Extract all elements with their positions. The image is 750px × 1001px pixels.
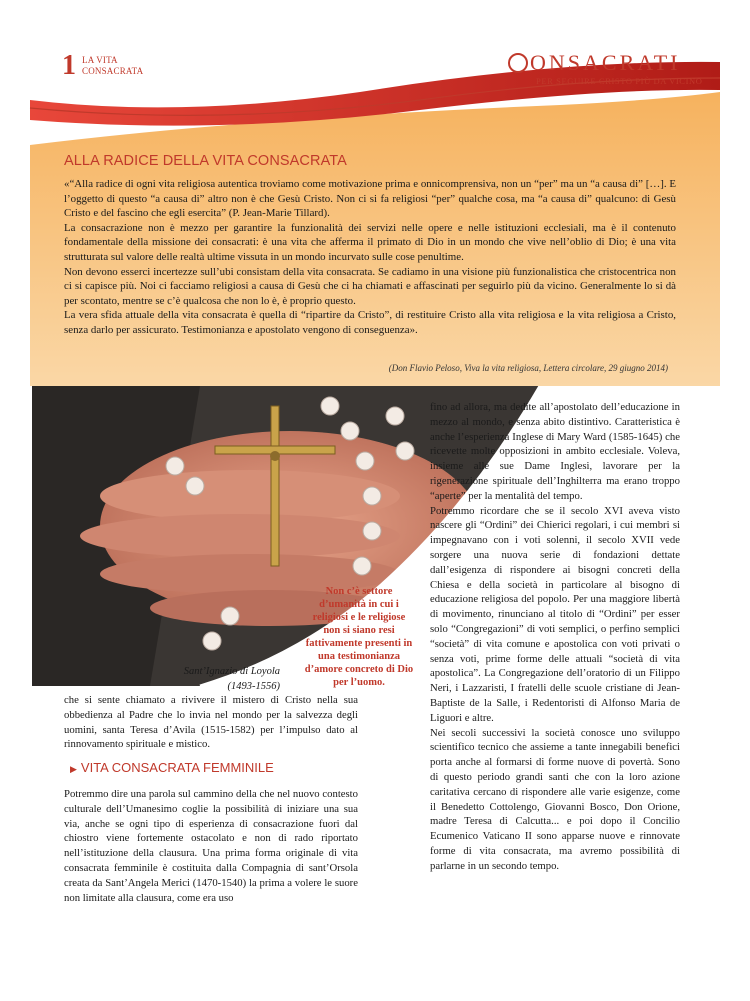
box-paragraph: «“Alla radice di ogni vita religiosa autentica troviamo come motivazione prima e onnicomprensiva, non un “per” ma un “a causa di” […]. E l’oggetto di questo “a causa di” altro non è che Gesù Cristo. Non ci si fa religiosi “per” qualche cosa, ma “a causa di” qualcuno: di Gesù Cristo e del fascino che egli esercita” (P. Jean-Marie Tillard). <box>64 178 676 220</box>
left-column-intro: che si sente chiamato a rivivere il mistero di Cristo nella sua obbedienza al Padre che lo invia nel mondo per la salvezza degli uomini, santa Teresa d’Avila (1515-1582) per l’impulso dato al rinnovamento spirituale e mistico. <box>64 694 358 751</box>
triangle-icon: ▶ <box>70 764 77 774</box>
box-text <box>64 177 676 338</box>
right-paragraph: Nei secoli successivi la società conosce uno sviluppo scientifico tecnico che assieme a tante innegabili benefici porta anche al formarsi di forme nuove di povertà. Sono di questo periodo grandi santi che con la loro azione caritativa cercano di rispondere alle varie esigenze, come il Benedetto Cottolengo, Giovanni Bosco, Don Orione, madre Teresa di Calcutta... e poi dopo il Concilio Ecumenico Vaticano II sono apparse nuove e rinnovate forme di vita consacrata, ma avremo possibilità di parlarne in un secondo tempo. <box>430 726 680 872</box>
photo-caption: Sant’Ignazio di Loyola (1493-1556) <box>183 666 280 692</box>
section-subtitle: ▶ VITA CONSACRATA FEMMINILE <box>70 760 274 775</box>
page-number: 1 <box>62 50 76 81</box>
pull-quote: Non c’è settore d’umanità in cui i religiosi e le religiose non si siano resi fattivamente presenti in una testimonianza d’amore concreto di Dio per l’uomo. <box>304 586 414 688</box>
right-paragraph: Potremmo ricordare che se il secolo XVI aveva visto nascere gli “Ordini” dei Chierici regolari, i cui membri si impegnavano con i voti solenni, il secolo XVII vede sorgere una nuova serie di fondazioni dettate dall’esigenza di rispondere ai bisogni concreti della Chiesa e della società in particolare al bisogno di educazione religiosa del popolo. Per una maggiore libertà di movimento, rinunciano al titolo di “Ordini” per esser solo “Congregazioni” di voti semplici, o perfino semplici “società” di vita comune e apostolica con voti privati o senza voti, prime forme delle attuali “società di vita apostolica”. La Congregazione dell’oratorio di un Filippo Neri, i Lazzaristi, I fratelli delle scuole cristiane di Jean-Baptiste de la Salle, i Redentoristi di Alfonso Maria de Liguori e altre. <box>430 504 680 724</box>
magazine-logo: ONSACRATI PER SEGUIRE CRISTO PIÙ DA VICINO <box>508 52 702 86</box>
logo-subtitle: PER SEGUIRE CRISTO PIÙ DA VICINO <box>536 76 703 86</box>
logo-c-icon <box>508 53 528 73</box>
box-paragraph: La consacrazione non è mezzo per garantire la funzionalità dei servizi nelle opere e nelle istituzioni ecclesiali, ma è il contenuto fondamentale della missione dei consacrati: è una vita che afferma il primato di Dio in un mondo che vive nell’oblio di Dio; è una vita strutturata sul valore delle realtà ultime vissuta in un mondo incurvato sulle cose penultime. <box>64 221 676 263</box>
box-source: (Don Flavio Peloso, Viva la vita religiosa, Lettera circolare, 29 giugno 2014) <box>388 363 668 373</box>
box-paragraph: Non devono esserci incertezze sull’ubi consistam della vita consacrata. Se cadiamo in una visione più funzionalistica che cristocentrica non ci si capisce più. Noi ci facciamo religiosi a causa di Gesù che ci ha chiamati e affascinati per seguirlo più da vicino. Generalmente lo si dà per scontato, mentre se c’è qualcosa che non lo è, è proprio questo. <box>64 265 676 307</box>
box-paragraph: La vera sfida attuale della vita consacrata è quella di “ripartire da Cristo”, di restituire Cristo alla vita religiosa e la vita religiosa a Cristo, senza darlo per assicurato. Testimonianza e apostolato vengono di conseguenza». <box>64 309 676 336</box>
right-column <box>430 400 680 874</box>
box-title: ALLA RADICE DELLA VITA CONSACRATA <box>64 153 347 169</box>
section-label: LA VITA CONSACRATA <box>82 55 144 76</box>
right-paragraph: fino ad allora, ma dedite all’apostolato dell’educazione in mezzo al mondo, e senza abito distintivo. Caratteristica è anche l’esperienza Inglese di Mary Ward (1585-1645) che ricevette molte opposizioni in ambito ecclesiale. Voleva, insieme alle sue Dame Inglesi, lavorare per la rigenerazione spirituale dell’Inghilterra ma erano troppo “aperte” per la mentalità del tempo. <box>430 401 680 502</box>
left-column-body: Potremmo dire una parola sul cammino della che nel nuovo contesto culturale dell’Umanesimo coglie la possibilità di iniziare una sua via, anche se ogni tipo di esperienza di consacrazione fuori dal chiostro viene fortemente ostacolato e non di rado riportato nell’istituzione della clausura. Una prima forma originale di vita consacrata femminile è costituita dalla Compagnia di sant’Orsola creata da Sant’Angela Merici (1470-1540) la prima a volere le suore non limitate alla clausura, come era uso <box>64 788 358 904</box>
